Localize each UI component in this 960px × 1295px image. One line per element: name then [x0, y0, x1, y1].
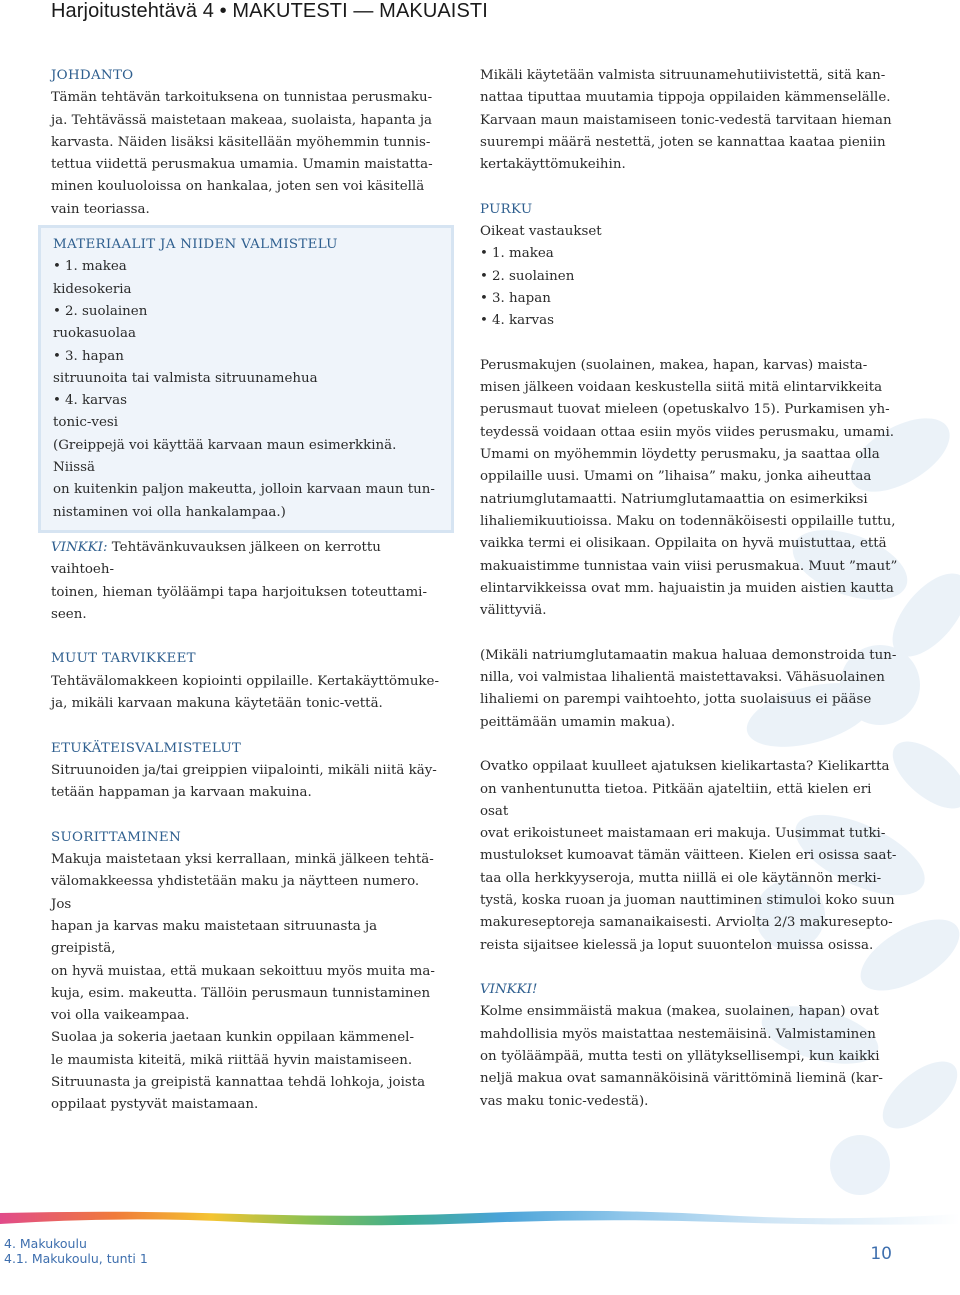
material-taste: • 2. suolainen	[53, 301, 439, 323]
text-line: Tehtävälomakkeen kopiointi oppilaille. Kertakäyttömuke-	[51, 673, 440, 689]
text-line: Sitruunoiden ja/tai greippien viipalointi, mikäli niitä käy-	[51, 762, 437, 778]
text-line: nattaa tiputtaa muutamia tippoja oppilaiden kämmenselälle.	[480, 90, 891, 106]
text-line: nilla, voi valmistaa lihalientä maistettavaksi. Vähäsuolainen	[480, 670, 885, 686]
text-line: (Greippejä voi käyttää karvaan maun esimerkkinä. Niissä	[53, 437, 397, 476]
text-line: Umami on myöhemmin löydetty perusmaku, ja saattaa olla	[480, 447, 880, 463]
text-line: peittämään umamin makua).	[480, 714, 676, 730]
text-line: perusmaut tuovat mieleen (opetuskalvo 15). Purkamisen yh-	[480, 402, 890, 418]
text-line: reista sijaitsee kielessä ja loput suuontelon muissa osissa.	[480, 937, 874, 953]
text-line: vain teoriassa.	[51, 201, 150, 217]
right-column	[480, 65, 900, 1113]
page-title: Harjoitustehtävä 4 • MAKUTESTI — MAKUAISTI	[51, 0, 488, 22]
text-line: oppilaat pystyvät maistamaan.	[51, 1097, 259, 1113]
text-line: makuaistimme tunnistaa vain viisi perusmakua. Muut ”maut”	[480, 558, 898, 574]
text-line: taa olla herkkyyseroja, mutta niillä ei ole käytännön merki-	[480, 870, 882, 886]
text-line: mahdollisia myös maistattaa nestemäisinä. Valmistaminen	[480, 1026, 876, 1042]
text-line: välomakkeessa yhdistetään maku ja näytteen numero. Jos	[51, 874, 420, 912]
text-line: Kolme ensimmäistä makua (makea, suolainen, hapan) ovat	[480, 1004, 879, 1020]
text-line: (Mikäli natriumglutamaatin makua haluaa demonstroida tun-	[480, 647, 897, 663]
text-line: Tehtävänkuvauksen jälkeen on kerrottu vaihtoeh-	[51, 539, 381, 578]
text-line: tystä, koska ruoan ja juoman nauttiminen stimuloi koko suun	[480, 892, 895, 908]
section-heading-materials: MATERIAALIT JA NIIDEN VALMISTELU	[53, 237, 338, 253]
text-line: ja. Tehtävässä maistetaan makeaa, suolaista, hapanta ja	[51, 112, 432, 128]
text-line: kertakäyttömukeihin.	[480, 157, 626, 173]
material-item: tonic-vesi	[53, 415, 119, 431]
footer-section: 4.1. Makukoulu, tunti 1	[4, 1251, 148, 1266]
text-line: makureseptoreja samanaikaisesti. Arviolta 2/3 makuresepto-	[480, 915, 893, 931]
text-line: oppilaille uusi. Umami on ”lihaisa” maku, jonka aiheuttaa	[480, 469, 872, 485]
materials-box	[38, 225, 454, 533]
text-line: vas maku tonic-vedestä).	[480, 1093, 649, 1109]
material-taste: • 4. karvas	[53, 390, 439, 412]
answer-item: • 4. karvas	[480, 310, 900, 332]
text-line: on kuitenkin paljon makeutta, jolloin karvaan maun tun-	[53, 482, 435, 498]
text-line: ja, mikäli karvaan makuna käytetään tonic-vettä.	[51, 696, 383, 712]
vinkki-line	[51, 537, 441, 582]
section-heading-muut: MUUT TARVIKKEET	[51, 651, 196, 667]
section-heading-purku: PURKU	[480, 201, 533, 217]
section-heading-suorittaminen: SUORITTAMINEN	[51, 829, 181, 845]
text-line: tetään happaman ja karvaan makuina.	[51, 785, 312, 801]
vinkki-label: VINKKI:	[51, 539, 108, 555]
text-line: Mikäli käytetään valmista sitruunamehutiivistettä, sitä kan-	[480, 68, 886, 83]
rainbow-stripe	[0, 1209, 960, 1227]
text-line: voi olla vaikeampaa.	[51, 1008, 190, 1024]
vinkki-label: VINKKI!	[480, 982, 538, 998]
text-line: kuja, esim. makeutta. Tällöin perusmaun tunnistaminen	[51, 985, 431, 1001]
answer-item: • 3. hapan	[480, 288, 900, 310]
text-line: on hyvä muistaa, että mukaan sekoittuu myös muita ma-	[51, 963, 435, 979]
text-line: neljä makua ovat samannäköisinä värittöminä lieminä (kar-	[480, 1071, 883, 1087]
material-taste: • 3. hapan	[53, 346, 439, 368]
material-item: sitruunoita tai valmista sitruunamehua	[53, 370, 318, 386]
text-line: le maumista kiteitä, mikä riittää hyvin maistamiseen.	[51, 1052, 413, 1068]
text-line: vaikka termi ei olisikaan. Oppilaita on hyvä muistuttaa, että	[480, 536, 887, 552]
text-line: lihaliemi on parempi vaihtoehto, jotta suolaisuus ei pääse	[480, 692, 872, 708]
text-line: lihaliemikuutioissa. Maku on todennäköisesti oppilaille tuttu,	[480, 513, 896, 529]
text-line: toinen, hieman työläämpi tapa harjoituksen toteuttami-	[51, 584, 427, 600]
text-line: on työläämpää, mutta testi on yllätyksellisempi, kun kaikki	[480, 1049, 880, 1065]
text-line: Tämän tehtävän tarkoituksena on tunnistaa perusmaku-	[51, 90, 433, 106]
text-line: tettua viidettä perusmakua umamia. Umamin maistatta-	[51, 157, 433, 173]
text-line: suurempi määrä nestettä, joten se kannattaa kaataa pieniin	[480, 134, 886, 150]
text-line: seen.	[51, 606, 87, 622]
left-column	[51, 65, 441, 1117]
footer	[4, 1236, 148, 1266]
answers-label: Oikeat vastaukset	[480, 224, 602, 240]
text-line: hapan ja karvas maku maistetaan sitruunasta ja greipistä,	[51, 918, 378, 957]
answer-item: • 1. makea	[480, 243, 900, 265]
footer-chapter: 4. Makukoulu	[4, 1236, 87, 1251]
text-line: Sitruunasta ja greipistä kannattaa tehdä lohkoja, joista	[51, 1075, 426, 1091]
text-line: karvasta. Näiden lisäksi käsitellään myöhemmin tunnis-	[51, 134, 431, 150]
text-line: Perusmakujen (suolainen, makea, hapan, karvas) maista-	[480, 357, 868, 373]
answer-item: • 2. suolainen	[480, 266, 900, 288]
text-line: Karvaan maun maistamiseen tonic-vedestä tarvitaan hieman	[480, 112, 892, 128]
text-line: välittyviä.	[480, 603, 547, 619]
text-line: nistaminen voi olla hankalampaa.)	[53, 504, 286, 520]
text-line: Ovatko oppilaat kuulleet ajatuksen kielikartasta? Kielikartta	[480, 759, 890, 775]
material-taste: • 1. makea	[53, 256, 439, 278]
text-line: misen jälkeen voidaan keskustella siitä mitä elintarvikkeita	[480, 380, 883, 396]
text-line: mustulokset kumoavat tämän väitteen. Kielen eri osissa saat-	[480, 848, 897, 864]
text-line: Makuja maistetaan yksi kerrallaan, minkä jälkeen tehtä-	[51, 852, 434, 868]
section-heading-johdanto: JOHDANTO	[51, 68, 134, 83]
text-line: Suolaa ja sokeria jaetaan kunkin oppilaan kämmenel-	[51, 1030, 414, 1046]
text-line: ovat erikoistuneet maistamaan eri makuja. Uusimmat tutki-	[480, 826, 886, 842]
page-number: 10	[870, 1244, 892, 1264]
text-line: minen kouluoloissa on hankalaa, joten sen voi käsitellä	[51, 179, 425, 195]
text-line: teydessä voidaan ottaa esiin myös viides perusmaku, umami.	[480, 424, 895, 440]
material-item: ruokasuolaa	[53, 326, 136, 342]
text-line: on vanhentunutta tietoa. Pitkään ajateltiin, että kielen eri osat	[480, 781, 872, 819]
text-line: elintarvikkeissa ovat mm. hajuaistin ja muiden aistien kautta	[480, 580, 894, 596]
section-heading-etukateis: ETUKÄTEISVALMISTELUT	[51, 740, 242, 756]
text-line: natriumglutamaatti. Natriumglutamaattia on esimerkiksi	[480, 491, 868, 507]
material-item: kidesokeria	[53, 281, 132, 297]
